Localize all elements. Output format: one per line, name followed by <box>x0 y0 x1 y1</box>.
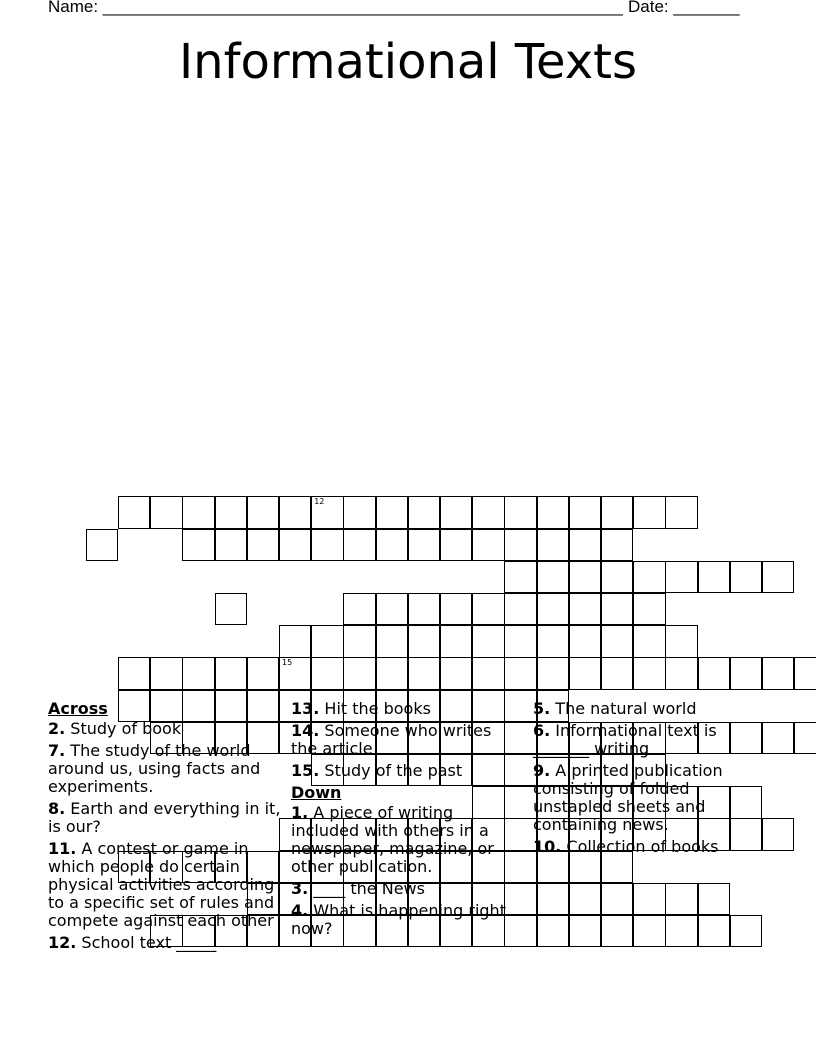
grid-cell[interactable] <box>279 529 311 561</box>
clue-item <box>48 934 284 952</box>
across-clue-list <box>48 720 284 952</box>
grid-cell[interactable] <box>633 625 665 657</box>
grid-cell[interactable] <box>408 496 440 528</box>
grid-cell[interactable] <box>343 496 375 528</box>
down-clue-list <box>291 804 509 938</box>
grid-cell[interactable] <box>376 625 408 657</box>
clues-column-3 <box>533 700 743 860</box>
grid-cell[interactable] <box>633 657 665 689</box>
clue-text: The natural world <box>550 699 697 718</box>
clue-text: Informational text is _______ writing <box>533 721 717 758</box>
clue-item <box>48 742 284 796</box>
grid-cell[interactable] <box>569 657 601 689</box>
grid-cell[interactable] <box>472 593 504 625</box>
grid-cell[interactable] <box>215 657 247 689</box>
grid-cell[interactable] <box>247 496 279 528</box>
grid-cell[interactable] <box>504 754 536 786</box>
grid-cell[interactable] <box>215 496 247 528</box>
clues-column-2 <box>291 700 509 942</box>
grid-cell[interactable] <box>279 625 311 657</box>
grid-cell[interactable] <box>182 529 214 561</box>
grid-cell[interactable] <box>311 496 343 528</box>
grid-cell[interactable] <box>504 818 536 850</box>
grid-cell[interactable] <box>698 561 730 593</box>
clue-number-label: 12. <box>48 933 77 952</box>
grid-cell[interactable] <box>504 883 536 915</box>
grid-cell[interactable] <box>633 593 665 625</box>
grid-cell[interactable] <box>408 625 440 657</box>
clue-text: A piece of writing included with others in a newspaper, magazine, or other publication. <box>291 803 494 876</box>
grid-cell[interactable] <box>118 657 150 689</box>
clue-number-label: 9. <box>533 761 551 780</box>
clue-item <box>48 720 284 738</box>
grid-cell[interactable] <box>215 593 247 625</box>
clue-number-label: 1. <box>291 803 309 822</box>
clue-item <box>533 700 743 718</box>
grid-cell[interactable] <box>279 496 311 528</box>
grid-cell[interactable] <box>215 529 247 561</box>
grid-cell[interactable] <box>279 657 311 689</box>
grid-cell[interactable] <box>601 883 633 915</box>
grid-cell[interactable] <box>343 625 375 657</box>
clue-text: Earth and everything in it, is our? <box>48 799 281 836</box>
clue-number: 15 <box>282 658 293 668</box>
date-field-label: Date: _______ <box>628 0 740 16</box>
grid-cell[interactable] <box>376 657 408 689</box>
clues-column-1 <box>48 700 284 956</box>
grid-cell[interactable] <box>730 561 762 593</box>
grid-cell[interactable] <box>504 690 536 722</box>
grid-cell[interactable] <box>665 625 697 657</box>
grid-cell[interactable] <box>311 625 343 657</box>
grid-cell[interactable] <box>537 496 569 528</box>
grid-cell[interactable] <box>537 593 569 625</box>
clue-item <box>533 838 743 856</box>
grid-cell[interactable] <box>537 657 569 689</box>
clue-number-label: 10. <box>533 837 562 856</box>
grid-cell[interactable] <box>504 625 536 657</box>
page-title: Informational Texts <box>179 34 637 90</box>
grid-cell[interactable] <box>440 625 472 657</box>
grid-cell[interactable] <box>569 529 601 561</box>
grid-cell[interactable] <box>504 529 536 561</box>
grid-cell[interactable] <box>601 915 633 947</box>
grid-cell[interactable] <box>408 657 440 689</box>
across-heading: Across <box>48 699 108 718</box>
grid-cell[interactable] <box>794 722 816 754</box>
grid-cell[interactable] <box>665 561 697 593</box>
grid-cell[interactable] <box>698 915 730 947</box>
clue-number-label: 5. <box>533 699 551 718</box>
grid-cell[interactable] <box>537 915 569 947</box>
clue-text: School text _____ <box>76 933 217 952</box>
grid-cell[interactable] <box>633 496 665 528</box>
grid-cell[interactable] <box>504 722 536 754</box>
clue-item <box>533 722 743 758</box>
grid-cell[interactable] <box>311 529 343 561</box>
grid-cell[interactable] <box>472 625 504 657</box>
grid-cell[interactable] <box>762 657 794 689</box>
grid-cell[interactable] <box>665 496 697 528</box>
grid-cell[interactable] <box>343 529 375 561</box>
grid-cell[interactable] <box>762 818 794 850</box>
clue-number-label: 13. <box>291 699 320 718</box>
grid-cell[interactable] <box>569 883 601 915</box>
clue-item <box>533 762 743 834</box>
grid-cell[interactable] <box>665 657 697 689</box>
grid-cell[interactable] <box>601 496 633 528</box>
grid-cell[interactable] <box>537 561 569 593</box>
grid-cell[interactable] <box>247 657 279 689</box>
grid-cell[interactable] <box>762 722 794 754</box>
grid-cell[interactable] <box>601 657 633 689</box>
grid-cell[interactable] <box>504 496 536 528</box>
grid-cell[interactable] <box>569 496 601 528</box>
grid-cell[interactable] <box>504 851 536 883</box>
grid-cell[interactable] <box>247 529 279 561</box>
grid-cell[interactable] <box>762 561 794 593</box>
clue-text: Hit the books <box>319 699 431 718</box>
grid-cell[interactable] <box>504 657 536 689</box>
grid-cell[interactable] <box>633 561 665 593</box>
grid-cell[interactable] <box>472 496 504 528</box>
clue-item <box>48 800 284 836</box>
clue-text: Study of book <box>65 719 182 738</box>
grid-cell[interactable] <box>118 496 150 528</box>
clue-item <box>291 902 509 938</box>
grid-cell[interactable] <box>730 915 762 947</box>
grid-cell[interactable] <box>665 883 697 915</box>
grid-cell[interactable] <box>472 657 504 689</box>
clue-number: 12 <box>314 497 325 507</box>
grid-cell[interactable] <box>633 883 665 915</box>
clue-number-label: 11. <box>48 839 77 858</box>
grid-cell[interactable] <box>601 561 633 593</box>
grid-cell[interactable] <box>794 657 816 689</box>
down-clue-list-continued <box>533 700 743 856</box>
grid-cell[interactable] <box>150 657 182 689</box>
clue-item <box>291 804 509 876</box>
clue-number-label: 2. <box>48 719 66 738</box>
grid-cell[interactable] <box>698 657 730 689</box>
grid-cell[interactable] <box>698 883 730 915</box>
grid-cell[interactable] <box>504 786 536 818</box>
grid-cell[interactable] <box>472 529 504 561</box>
grid-cell[interactable] <box>440 529 472 561</box>
grid-cell[interactable] <box>440 657 472 689</box>
grid-cell[interactable] <box>569 593 601 625</box>
clue-number-label: 14. <box>291 721 320 740</box>
clue-text: A contest or game in which people do certain physical activities according to a specific set of rules and compete against each other <box>48 839 275 930</box>
name-field-label: Name: _______________________________________________________ <box>48 0 623 16</box>
grid-cell[interactable] <box>633 915 665 947</box>
across-clue-list-continued <box>291 700 509 780</box>
grid-cell[interactable] <box>730 657 762 689</box>
grid-cell[interactable] <box>537 625 569 657</box>
grid-cell[interactable] <box>376 496 408 528</box>
clue-item <box>291 722 509 758</box>
grid-cell[interactable] <box>504 561 536 593</box>
grid-cell[interactable] <box>504 593 536 625</box>
grid-cell[interactable] <box>408 529 440 561</box>
grid-cell[interactable] <box>601 593 633 625</box>
grid-cell[interactable] <box>150 496 182 528</box>
clue-text: Collection of books <box>561 837 719 856</box>
grid-cell[interactable] <box>440 593 472 625</box>
clue-number-label: 8. <box>48 799 66 818</box>
clue-text: The study of the world around us, using facts and experiments. <box>48 741 261 796</box>
grid-cell[interactable] <box>86 529 118 561</box>
grid-cell[interactable] <box>408 593 440 625</box>
grid-cell[interactable] <box>537 883 569 915</box>
grid-cell[interactable] <box>504 915 536 947</box>
clue-text: Someone who writes the article <box>291 721 492 758</box>
clue-item <box>291 762 509 780</box>
clue-item <box>291 700 509 718</box>
grid-cell[interactable] <box>569 625 601 657</box>
clue-text: What is happening right now? <box>291 901 506 938</box>
clue-item <box>291 880 509 898</box>
grid-cell[interactable] <box>182 657 214 689</box>
grid-cell[interactable] <box>182 496 214 528</box>
down-heading: Down <box>291 783 342 802</box>
clue-text: Study of the past <box>319 761 463 780</box>
grid-cell[interactable] <box>569 915 601 947</box>
clue-number-label: 4. <box>291 901 309 920</box>
clue-text: ____ the News <box>308 879 425 898</box>
grid-cell[interactable] <box>601 529 633 561</box>
grid-cell[interactable] <box>665 915 697 947</box>
grid-cell[interactable] <box>311 657 343 689</box>
grid-cell[interactable] <box>343 657 375 689</box>
clue-number-label: 7. <box>48 741 66 760</box>
grid-cell[interactable] <box>537 529 569 561</box>
grid-cell[interactable] <box>343 593 375 625</box>
grid-cell[interactable] <box>440 496 472 528</box>
clue-number-label: 3. <box>291 879 309 898</box>
grid-cell[interactable] <box>569 561 601 593</box>
clue-number-label: 15. <box>291 761 320 780</box>
clue-text: A printed publication consisting of folded unstapled sheets and containing news. <box>533 761 723 834</box>
grid-cell[interactable] <box>376 529 408 561</box>
clue-number-label: 6. <box>533 721 551 740</box>
clue-item <box>48 840 284 930</box>
grid-cell[interactable] <box>601 625 633 657</box>
grid-cell[interactable] <box>376 593 408 625</box>
